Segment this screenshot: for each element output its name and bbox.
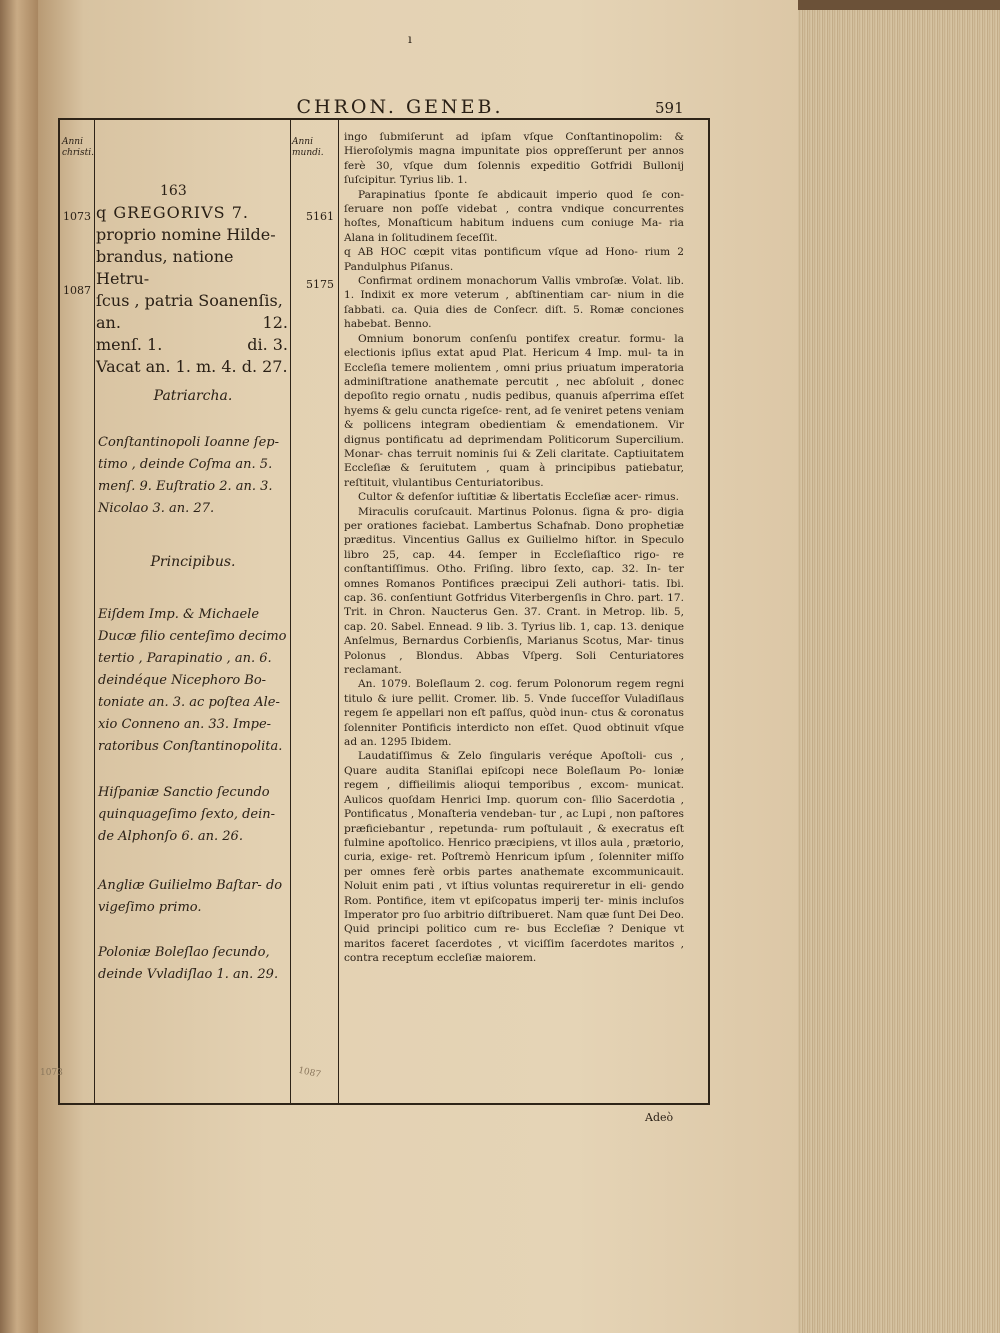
catchword: Adeò — [645, 1111, 674, 1124]
an-label: an. — [96, 313, 121, 332]
main-text-column — [344, 130, 684, 966]
page-number: 591 — [655, 99, 684, 117]
heading-principibus: Principibus. — [150, 554, 236, 570]
gutter-faded-number: 1073 — [40, 1068, 63, 1078]
paragraph: Cultor & defenſor iuſtitiæ & libertatis Eccleſiæ acer- rimus. — [358, 491, 679, 504]
paragraph: Laudatiſſimus & Zelo ſingularis veréque Apoſtoli- cus , Quare audita Staniſlai epiſcopi nece Boleſlaum Po- loniæ regem , diffieilimis alioqui temporibus , excom- municat. Aulicos quoſdam Henrici Imp. quorum con- ſilio Sacerdotia , Pontificatus , Monaſteria vendeban- tur , ac Lupi , non paſtores præficiebantur , repetunda- rum poſtulauit , & execratus eſt fulmine apoſtolico. Henrico præcipiens, vt illos aula , prætorio, curia, exige- ret. Poſtremò Henricum ipſum , ſolenniter miſſo per omnes ferè orbis partes anathemate excommunicauit. Noluit enim pati , vt iſtius voluntas requireretur in eli- gendo Rom. Pontifice, item vt epiſcopatus imperij ter- minis incluſos Imperator pro ſuo arbitrio diſtribueret. Nam quæ ſunt Dei Deo. Quid principi politico cum re- bus Eccleſiæ ? Denique vt maritos faceret ſacerdotes , vt viciſſim ſacerdotes maritos , contra receptum eccleſiæ maiorem. — [344, 750, 684, 965]
entry-line: proprio nomine Hilde- — [96, 225, 276, 244]
running-head: CHRON. GENEB. — [296, 96, 504, 118]
paragraph: An. 1079. Boleſlaum 2. cog. ferum Polonorum regem regni titulo & iure pellit. Cromer. lib. 5. Vnde ſucceſſor Vuladiſlaus regem ſe appellari non eſt paſſus, quòd inun- ctus & coronatus ſolenniter Pontificis interdicto non eſſet. Quod obtinuit vſque ad an. 1295 Ibidem. — [344, 678, 684, 749]
paragraph: q AB HOC cœpit vitas pontificum vſque ad Hono- rium 2 Pandulphus Piſanus. — [344, 246, 684, 273]
frame-right-rule — [708, 118, 710, 1104]
frame-bottom-rule — [58, 1103, 710, 1105]
column-rule-mid-b — [338, 120, 339, 1103]
an-value: 12. — [262, 313, 288, 332]
pope-entry — [96, 180, 288, 378]
paragraph: Confirmat ordinem monachorum Vallis vmbroſæ. Volat. lib. 1. Indixit ex more veterum , abſtinentiam car- nium in die ſabbati. ca. Quia dies de Conſecr. diſt. 5. Romæ conciones habebat. Benno. — [344, 275, 684, 331]
dies-label: di. 3. — [247, 335, 288, 354]
entry-line: brandus, natione Hetru- — [96, 247, 234, 288]
year-mundi-2: 5175 — [306, 278, 334, 291]
entry-line: q GREGORIVS 7. — [96, 203, 249, 222]
column-rule-mid-a — [290, 120, 291, 1103]
history-england: Angliæ Guilielmo Baſtar- do vigeſimo primo. — [98, 878, 283, 915]
column-rule-left — [94, 120, 95, 1103]
paragraph: ingo ſubmiſerunt ad ipſam vſque Conſtantinopolim: & Hieroſolymis magna impunitate pios oppreſſerunt per annos ferè 30, vſque dum ſolennis expeditio Gotfridi Bullonij ſuſcipitur. Tyrius lib. 1. — [344, 131, 684, 187]
history-emperors: Eiſdem Imp. & Michaele Ducæ filio centeſimo decimo tertio , Parapinatio , an. 6. deindéque Nicephoro Bo- toniate an. 3. ac poſtea Ale- xio Conneno an. 33. Impe- ratoribus Conſtantinopolita. — [98, 607, 287, 754]
vacat-line: Vacat an. 1. m. 4. d. 27. — [96, 357, 288, 376]
heading-patriarcha: Patriarcha. — [153, 388, 233, 404]
year-mundi-1: 5161 — [306, 210, 334, 223]
history-poland: Poloniæ Boleſlao ſecundo, deinde Vvladiſlao 1. an. 29. — [98, 945, 279, 982]
paragraph: Miraculis coruſcauit. Martinus Polonus. ſigna & pro- digia per orationes faciebat. Lambertus Schafnab. Dono prophetiæ præditus. Vincentius Gallus ex Guilielmo hiſtor. in Speculo libro 25, cap. 44. ſemper in Eccleſiaſtico rigo- re conſtantiſſimus. Otho. Friſing. libro ſexto, cap. 32. In- ter omnes Romanos Pontifices præcipui Zeli authori- tatis. Ibi. cap. 36. conſentiunt Gotfridus Viterbergenſis in Chro. part. 17. Trit. in Chron. Naucterus Gen. 37. Crant. in Metrop. lib. 5, cap. 20. Sabel. Ennead. 9 lib. 3. Tyrius lib. 1, cap. 13. denique Anſelmus, Bernardus Corbienſis, Marianus Scotus, Mar- tinus Polonus , Blondus. Abbas Vſperg. Soli Centuriatores reclamant. — [344, 505, 684, 677]
frame-left-rule — [58, 118, 60, 1104]
entry-an-line — [96, 312, 288, 334]
history-patriarchs: Conſtantinopoli Ioanne ſep- timo , deinde Coſma an. 5. menſ. 9. Euſtratio 2. an. 3. Nicolao 3. an. 27. — [98, 435, 279, 516]
gutter-faded-number: 1087 — [297, 1065, 322, 1081]
paragraph: Omnium bonorum conſenſu pontifex creatur. formu- la electionis ipſius extat apud Plat. Hericum 4 Imp. mul- ta in Eccleſia temere molientem , omni prius priuatum imperatoria adminiſtratione anathemate percutit , nec abſoluit , donec depoſito regio ornatu , nudis pedibus, quanuis aſperrima eſſet hyems & gelu cuncta rigeſce- rent, ad ſe veniret petens veniam & pollicens integram obedientiam & emendationem. Vir dignus pontificatu ad deprimendam Politicorum Supercilium. Monar- chas terruit nominis ſui & Zeli claritate. Captiuitatem Eccleſiæ & ſeruitutem , quam à principibus patiebatur, reſtituit, vlulantibus Centuriatoribus. — [344, 332, 685, 489]
mens-label: menſ. 1. — [96, 335, 163, 354]
paragraph: Parapinatius ſponte ſe abdicauit imperio quod ſe con- ſeruare non poſſe videbat , contra vndique concurrentes hoſtes, Monaſticum habitum induens cum coniuge Ma- ria Alana in ſolitudinem ſeceſſit. — [344, 188, 684, 244]
header-rule — [58, 118, 710, 120]
column-label-anni-christi: Anni christi. — [62, 137, 94, 158]
column-label-anni-mundi: Anni mundi. — [292, 137, 324, 158]
page-block-edges — [798, 10, 1000, 1333]
top-mark: ı — [408, 32, 412, 46]
facing-page-edge — [0, 0, 38, 1333]
entry-mens-line — [96, 334, 288, 356]
year-christi-1: 1073 — [63, 210, 91, 223]
entry-line: ſcus , patria Soanenſis, — [96, 291, 283, 310]
year-christi-2: 1087 — [63, 284, 91, 297]
history-spain: Hiſpaniæ Sanctio ſecundo quinquageſimo ſexto, dein- de Alphonſo 6. an. 26. — [98, 785, 276, 844]
entry-number: 163 — [160, 183, 187, 199]
